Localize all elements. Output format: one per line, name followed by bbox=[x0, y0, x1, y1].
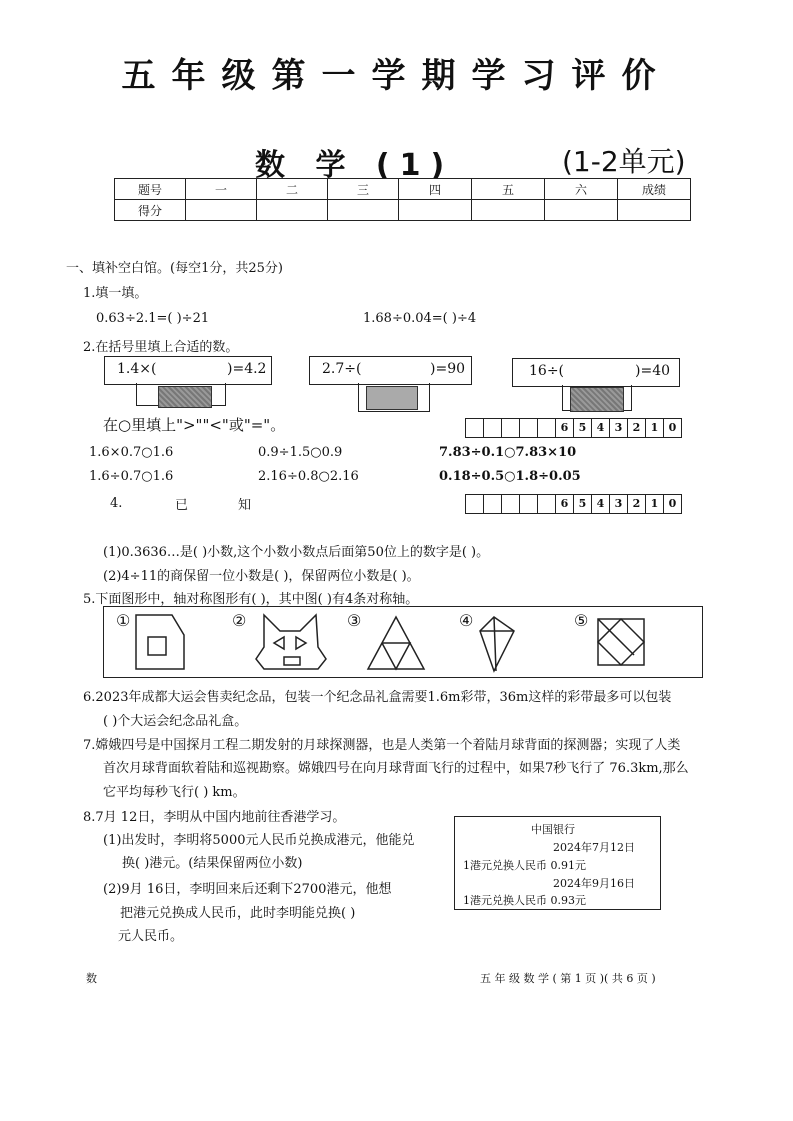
place-value-grid-1 bbox=[466, 418, 682, 438]
equation-right: )=40 bbox=[635, 363, 671, 379]
grid-cell: 3 bbox=[609, 418, 628, 438]
section-heading: 一、填补空白馆。(每空1分，共25分) bbox=[66, 261, 283, 276]
score-cell: 四 bbox=[399, 179, 472, 200]
question-8-part-2b: 把港元兑换成人民币，此时李明能兑换( ) bbox=[120, 906, 356, 921]
bank-rate-box bbox=[454, 816, 661, 910]
grid-cell: 4 bbox=[591, 418, 610, 438]
question-8-part-2c: 元人民币。 bbox=[118, 929, 184, 944]
question-7-line-1: 7.嫦娥四号是中国探月工程二期发射的月球探测器，也是人类第一个着陆月球背面的探测器；实现了人类 bbox=[83, 738, 681, 753]
question-8-part-2a: (2)9月 16日，李明回来后还剩下2700港元，他想 bbox=[103, 882, 392, 897]
question-4-char: 知 bbox=[238, 498, 252, 513]
shaded-block bbox=[366, 386, 418, 410]
score-table-score-row bbox=[115, 200, 691, 221]
place-value-grid-2 bbox=[466, 494, 682, 514]
score-input-cell[interactable] bbox=[472, 200, 545, 221]
subject-title: 数 学 (1) bbox=[255, 148, 455, 183]
question-4-char: 已 bbox=[175, 498, 189, 513]
grid-cell: 1 bbox=[645, 494, 664, 514]
grid-cell: 2 bbox=[627, 418, 646, 438]
question-3-label: 在○里填上">""<"或"="。 bbox=[103, 416, 286, 434]
question-7-line-3: 它平均每秒飞行( ) km。 bbox=[103, 785, 246, 800]
grid-cell bbox=[465, 418, 484, 438]
shape-label: ② bbox=[232, 611, 247, 630]
shape-label: ③ bbox=[347, 611, 362, 630]
question-5-text: 5.下面图形中，轴对称图形有( )，其中图( )有4条对称轴。 bbox=[83, 592, 419, 607]
score-input-cell[interactable] bbox=[399, 200, 472, 221]
shape-2-eye-right bbox=[296, 637, 306, 649]
score-input-cell[interactable] bbox=[257, 200, 328, 221]
equation-box-3 bbox=[512, 358, 680, 387]
question-6-line-2: ( )个大运会纪念品礼盒。 bbox=[103, 714, 248, 729]
bank-name: 中国银行 bbox=[531, 823, 575, 836]
compare-item: 7.83÷0.1○7.83×10 bbox=[439, 445, 577, 460]
question-8-part-1b: 换( )港元。(结果保留两位小数) bbox=[122, 856, 303, 871]
grid-cell: 5 bbox=[573, 494, 592, 514]
grid-cell: 6 bbox=[555, 418, 574, 438]
score-row-label: 得分 bbox=[115, 200, 186, 221]
score-input-cell[interactable] bbox=[618, 200, 691, 221]
score-input-cell[interactable] bbox=[545, 200, 618, 221]
score-cell: 五 bbox=[472, 179, 545, 200]
shapes-drawing bbox=[104, 607, 702, 677]
page-title: 五年级第一学期学习评价 bbox=[121, 56, 672, 96]
grid-cell bbox=[501, 494, 520, 514]
footer-page-info: 五 年 级 数 学 ( 第 1 页 )( 共 6 页 ) bbox=[480, 972, 656, 985]
equation-box-1 bbox=[104, 356, 272, 385]
question-1-label: 1.填一填。 bbox=[83, 286, 148, 301]
score-table-header-row bbox=[115, 179, 691, 200]
score-cell: 一 bbox=[186, 179, 257, 200]
question-4-part-2: (2)4÷11的商保留一位小数是( )，保留两位小数是( )。 bbox=[103, 569, 420, 584]
unit-range: (1-2单元) bbox=[562, 145, 686, 178]
shape-4-kite bbox=[480, 617, 514, 671]
shaded-block bbox=[158, 386, 212, 408]
shape-label: ④ bbox=[459, 611, 474, 630]
equation-right: )=90 bbox=[430, 361, 466, 377]
score-cell: 成绩 bbox=[618, 179, 691, 200]
grid-cell bbox=[501, 418, 520, 438]
grid-cell: 4 bbox=[591, 494, 610, 514]
score-input-cell[interactable] bbox=[186, 200, 257, 221]
question-7-line-2: 首次月球背面软着陆和巡视勘察。嫦娥四号在向月球背面飞行的过程中，如果7秒飞行了 76.3km,那么 bbox=[103, 761, 689, 776]
footer-left: 数 bbox=[86, 972, 97, 985]
score-input-cell[interactable] bbox=[328, 200, 399, 221]
compare-item: 2.16÷0.8○2.16 bbox=[258, 469, 359, 484]
grid-cell: 5 bbox=[573, 418, 592, 438]
question-6-line-1: 6.2023年成都大运会售卖纪念品，包装一个纪念品礼盒需要1.6m彩带，36m这样的彩带最多可以包装 bbox=[83, 690, 672, 705]
equation-right: )=4.2 bbox=[227, 361, 267, 377]
shape-1-square bbox=[148, 637, 166, 655]
compare-item: 0.9÷1.5○0.9 bbox=[258, 445, 343, 460]
bank-rate-2: 1港元兑换人民币 0.93元 bbox=[463, 894, 586, 907]
compare-item: 1.6÷0.7○1.6 bbox=[89, 469, 174, 484]
bank-date-1: 2024年7月12日 bbox=[553, 841, 635, 854]
equation-left: 2.7÷( bbox=[322, 361, 362, 377]
score-cell: 三 bbox=[328, 179, 399, 200]
score-table bbox=[114, 178, 691, 221]
compare-item: 1.6×0.7○1.6 bbox=[89, 445, 174, 460]
grid-cell bbox=[519, 418, 538, 438]
shapes-panel bbox=[103, 606, 703, 678]
grid-cell: 2 bbox=[627, 494, 646, 514]
grid-cell: 0 bbox=[663, 418, 682, 438]
question-4-part-1: (1)0.3636…是( )小数,这个小数小数点后面第50位上的数字是( )。 bbox=[103, 545, 490, 560]
shaded-block bbox=[570, 387, 624, 412]
compare-item: 0.18÷0.5○1.8÷0.05 bbox=[439, 469, 581, 484]
grid-cell: 0 bbox=[663, 494, 682, 514]
score-cell: 题号 bbox=[115, 179, 186, 200]
score-cell: 六 bbox=[545, 179, 618, 200]
equation-box-2 bbox=[309, 356, 472, 385]
equation-left: 16÷( bbox=[529, 363, 565, 379]
score-cell: 二 bbox=[257, 179, 328, 200]
shape-2-mouth bbox=[284, 657, 300, 665]
equation-left: 1.4×( bbox=[117, 361, 157, 377]
shape-label: ⑤ bbox=[574, 611, 589, 630]
grid-cell bbox=[537, 494, 556, 514]
shape-2-eye-left bbox=[274, 637, 284, 649]
grid-cell bbox=[537, 418, 556, 438]
shape-1-pentagon bbox=[136, 615, 184, 669]
grid-cell bbox=[483, 494, 502, 514]
question-8-intro: 8.7月 12日，李明从中国内地前往香港学习。 bbox=[83, 810, 346, 825]
grid-cell bbox=[465, 494, 484, 514]
grid-cell bbox=[519, 494, 538, 514]
question-1b: 1.68÷0.04=( )÷4 bbox=[363, 311, 477, 326]
question-2-label: 2.在括号里填上合适的数。 bbox=[83, 340, 239, 355]
bank-date-2: 2024年9月16日 bbox=[553, 877, 635, 890]
grid-cell: 1 bbox=[645, 418, 664, 438]
question-1a: 0.63÷2.1=( )÷21 bbox=[96, 311, 210, 326]
bank-rate-1: 1港元兑换人民币 0.91元 bbox=[463, 859, 586, 872]
question-4-number: 4. bbox=[110, 496, 123, 511]
question-8-part-1a: (1)出发时，李明将5000元人民币兑换成港元，他能兑 bbox=[103, 833, 415, 848]
shape-3-inner bbox=[382, 643, 410, 669]
shape-label: ① bbox=[116, 611, 131, 630]
grid-cell: 3 bbox=[609, 494, 628, 514]
grid-cell: 6 bbox=[555, 494, 574, 514]
shape-2-cat-face bbox=[256, 615, 326, 669]
grid-cell bbox=[483, 418, 502, 438]
